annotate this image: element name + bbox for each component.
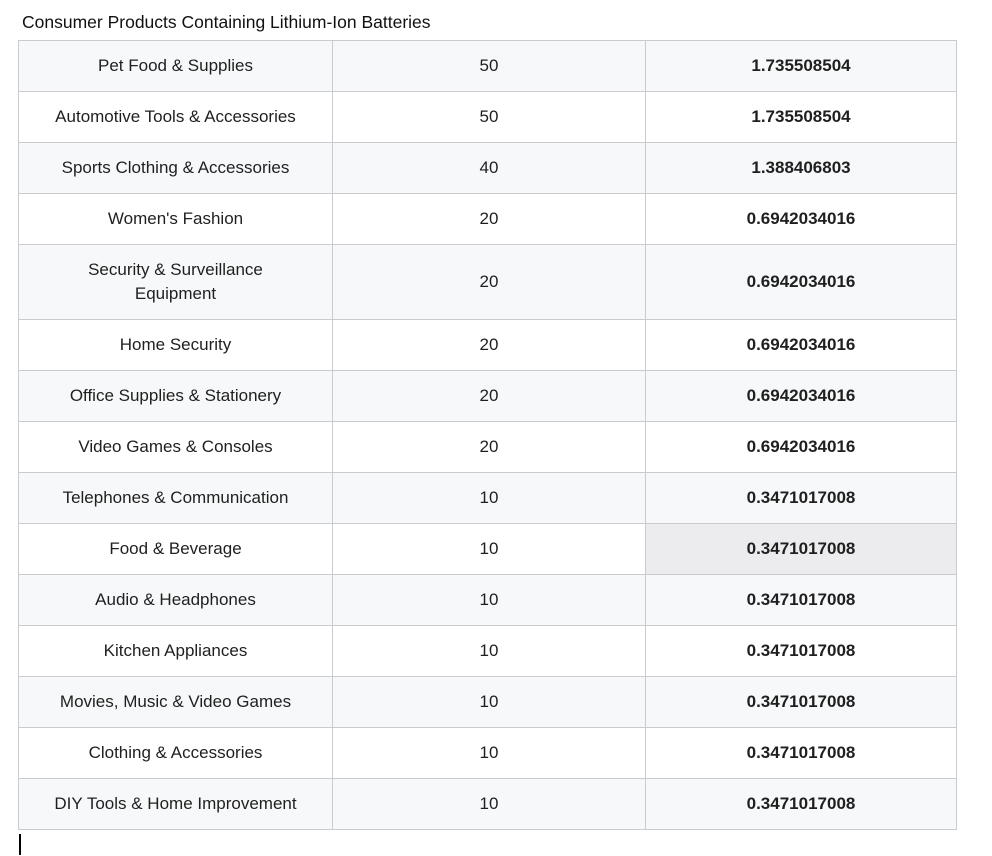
value-cell[interactable] bbox=[646, 371, 957, 422]
category-cell[interactable] bbox=[19, 245, 333, 320]
count-cell[interactable] bbox=[333, 677, 646, 728]
table-title: Consumer Products Containing Lithium-Ion Batteries bbox=[22, 12, 431, 32]
value-cell-text: 0.3471017008 bbox=[746, 692, 856, 711]
count-cell-text: 10 bbox=[479, 692, 499, 711]
category-cell[interactable] bbox=[19, 575, 333, 626]
count-cell-text: 20 bbox=[479, 386, 499, 405]
value-cell-text: 0.6942034016 bbox=[746, 386, 856, 405]
category-cell[interactable] bbox=[19, 92, 333, 143]
value-cell[interactable] bbox=[646, 245, 957, 320]
value-cell[interactable] bbox=[646, 575, 957, 626]
count-cell[interactable] bbox=[333, 92, 646, 143]
value-cell-text: 0.3471017008 bbox=[746, 539, 856, 558]
category-cell[interactable] bbox=[19, 41, 333, 92]
value-cell[interactable] bbox=[646, 194, 957, 245]
value-cell[interactable] bbox=[646, 92, 957, 143]
count-cell-text: 10 bbox=[479, 794, 499, 813]
category-cell[interactable] bbox=[19, 524, 333, 575]
category-cell[interactable] bbox=[19, 626, 333, 677]
category-cell[interactable] bbox=[19, 371, 333, 422]
category-cell[interactable] bbox=[19, 677, 333, 728]
category-cell-text: Pet Food & Supplies bbox=[98, 56, 253, 75]
text-caret[interactable] bbox=[19, 834, 21, 855]
table-row bbox=[19, 371, 957, 422]
table-row bbox=[19, 626, 957, 677]
table-row bbox=[19, 245, 957, 320]
count-cell[interactable] bbox=[333, 728, 646, 779]
value-cell-text: 0.6942034016 bbox=[746, 209, 856, 228]
category-cell-text: Home Security bbox=[119, 335, 232, 354]
count-cell-text: 10 bbox=[479, 641, 499, 660]
value-cell[interactable] bbox=[646, 41, 957, 92]
value-cell[interactable] bbox=[646, 728, 957, 779]
value-cell-text: 0.6942034016 bbox=[746, 272, 856, 291]
value-cell-text: 0.3471017008 bbox=[746, 488, 856, 507]
value-cell-text: 0.6942034016 bbox=[746, 437, 856, 456]
value-cell-text: 1.735508504 bbox=[751, 56, 851, 75]
count-cell-text: 20 bbox=[479, 209, 499, 228]
count-cell[interactable] bbox=[333, 626, 646, 677]
count-cell-text: 10 bbox=[479, 590, 499, 609]
category-cell[interactable] bbox=[19, 143, 333, 194]
category-cell-text: Automotive Tools & Accessories bbox=[55, 107, 296, 126]
value-cell[interactable] bbox=[646, 473, 957, 524]
table-body bbox=[19, 41, 957, 830]
count-cell[interactable] bbox=[333, 245, 646, 320]
value-cell-text: 1.388406803 bbox=[751, 158, 851, 177]
table-row bbox=[19, 524, 957, 575]
value-cell[interactable] bbox=[646, 626, 957, 677]
category-cell[interactable] bbox=[19, 194, 333, 245]
table-row bbox=[19, 677, 957, 728]
category-cell-text: Food & Beverage bbox=[109, 539, 242, 558]
table-row bbox=[19, 422, 957, 473]
value-cell[interactable] bbox=[646, 524, 957, 575]
category-cell[interactable] bbox=[19, 422, 333, 473]
count-cell[interactable] bbox=[333, 473, 646, 524]
value-cell[interactable] bbox=[646, 677, 957, 728]
category-cell[interactable] bbox=[19, 320, 333, 371]
category-cell-text: Clothing & Accessories bbox=[88, 743, 263, 762]
category-cell[interactable] bbox=[19, 728, 333, 779]
count-cell[interactable] bbox=[333, 41, 646, 92]
count-cell-text: 10 bbox=[479, 488, 499, 507]
table-row bbox=[19, 143, 957, 194]
value-cell[interactable] bbox=[646, 422, 957, 473]
count-cell[interactable] bbox=[333, 143, 646, 194]
category-cell-text: Security & Surveillance Equipment bbox=[88, 260, 263, 303]
value-cell-text: 1.735508504 bbox=[751, 107, 851, 126]
category-cell-text: Sports Clothing & Accessories bbox=[61, 158, 290, 177]
count-cell-text: 20 bbox=[479, 272, 499, 291]
count-cell-text: 40 bbox=[479, 158, 499, 177]
table-row bbox=[19, 92, 957, 143]
value-cell-text: 0.3471017008 bbox=[746, 794, 856, 813]
count-cell[interactable] bbox=[333, 194, 646, 245]
table-row bbox=[19, 41, 957, 92]
category-cell-text: Office Supplies & Stationery bbox=[69, 386, 282, 405]
category-cell-text: Kitchen Appliances bbox=[103, 641, 248, 660]
consumer-products-table bbox=[18, 40, 957, 830]
count-cell-text: 50 bbox=[479, 107, 499, 126]
category-cell-text: Women's Fashion bbox=[107, 209, 244, 228]
table-row bbox=[19, 575, 957, 626]
value-cell-text: 0.3471017008 bbox=[746, 743, 856, 762]
count-cell-text: 20 bbox=[479, 437, 499, 456]
table-row bbox=[19, 473, 957, 524]
count-cell-text: 10 bbox=[479, 743, 499, 762]
count-cell[interactable] bbox=[333, 320, 646, 371]
count-cell[interactable] bbox=[333, 422, 646, 473]
count-cell[interactable] bbox=[333, 575, 646, 626]
category-cell-text: Movies, Music & Video Games bbox=[59, 692, 292, 711]
count-cell-text: 20 bbox=[479, 335, 499, 354]
category-cell[interactable] bbox=[19, 473, 333, 524]
table-row bbox=[19, 194, 957, 245]
category-cell-text: Video Games & Consoles bbox=[78, 437, 273, 456]
category-cell-text: Audio & Headphones bbox=[95, 590, 256, 609]
category-cell-text: Telephones & Communication bbox=[62, 488, 289, 507]
table-row bbox=[19, 320, 957, 371]
value-cell[interactable] bbox=[646, 143, 957, 194]
value-cell-text: 0.3471017008 bbox=[746, 641, 856, 660]
value-cell[interactable] bbox=[646, 320, 957, 371]
value-cell-text: 0.3471017008 bbox=[746, 590, 856, 609]
table-row bbox=[19, 779, 957, 830]
value-cell[interactable] bbox=[646, 779, 957, 830]
category-cell-text: DIY Tools & Home Improvement bbox=[54, 794, 297, 813]
count-cell-text: 10 bbox=[479, 539, 499, 558]
category-cell[interactable] bbox=[19, 779, 333, 830]
count-cell-text: 50 bbox=[479, 56, 499, 75]
count-cell[interactable] bbox=[333, 371, 646, 422]
count-cell[interactable] bbox=[333, 779, 646, 830]
count-cell[interactable] bbox=[333, 524, 646, 575]
value-cell-text: 0.6942034016 bbox=[746, 335, 856, 354]
table-row bbox=[19, 728, 957, 779]
